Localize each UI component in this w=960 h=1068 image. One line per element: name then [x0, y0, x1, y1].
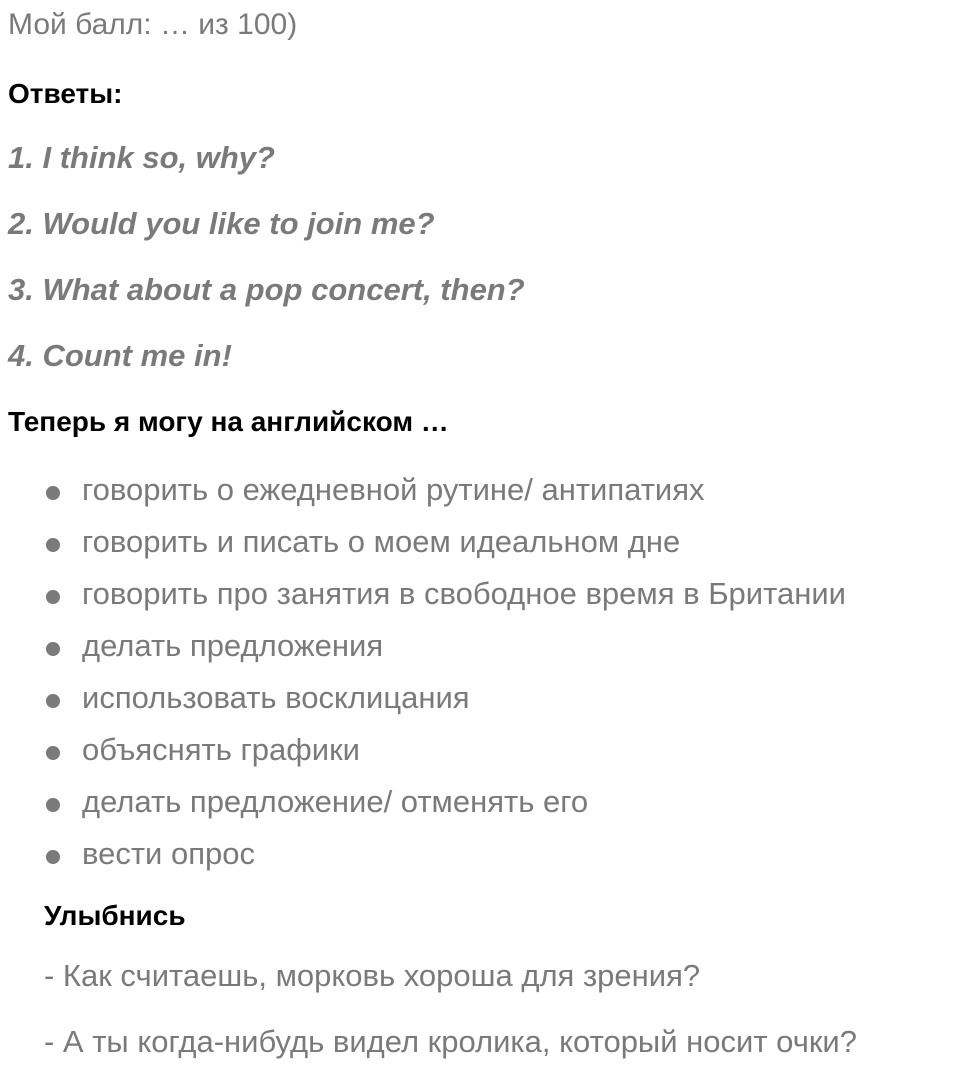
skill-text: говорить и писать о моем идеальном дне: [82, 524, 681, 559]
bullet-icon: [46, 590, 60, 604]
bullet-icon: [46, 694, 60, 708]
answers-heading: Ответы:: [8, 78, 123, 109]
skill-text: объяснять графики: [82, 732, 360, 767]
bullet-icon: [46, 486, 60, 500]
skill-text: делать предложение/ отменять его: [82, 784, 589, 819]
answer-item: 4. Count me in!: [8, 338, 232, 373]
skill-text: делать предложения: [82, 628, 384, 663]
skills-heading: Теперь я могу на английском …: [8, 406, 449, 437]
joke-line: - Как считаешь, морковь хороша для зрения?: [44, 958, 701, 993]
answer-item: 1. I think so, why?: [8, 140, 275, 175]
joke-line: - А ты когда-нибудь видел кролика, который носит очки?: [44, 1024, 857, 1059]
score-line: Мой балл: … из 100): [8, 8, 298, 41]
bullet-icon: [46, 746, 60, 760]
answer-item: 2. Would you like to join me?: [8, 206, 435, 241]
skill-text: использовать восклицания: [82, 680, 470, 715]
smile-heading: Улыбнись: [44, 900, 186, 931]
skill-text: говорить про занятия в свободное время в Британии: [82, 576, 846, 611]
bullet-icon: [46, 642, 60, 656]
answer-item: 3. What about a pop concert, then?: [8, 272, 525, 307]
skill-text: вести опрос: [82, 836, 255, 871]
skill-text: говорить о ежедневной рутине/ антипатиях: [82, 472, 705, 507]
bullet-icon: [46, 850, 60, 864]
bullet-icon: [46, 798, 60, 812]
bullet-icon: [46, 538, 60, 552]
